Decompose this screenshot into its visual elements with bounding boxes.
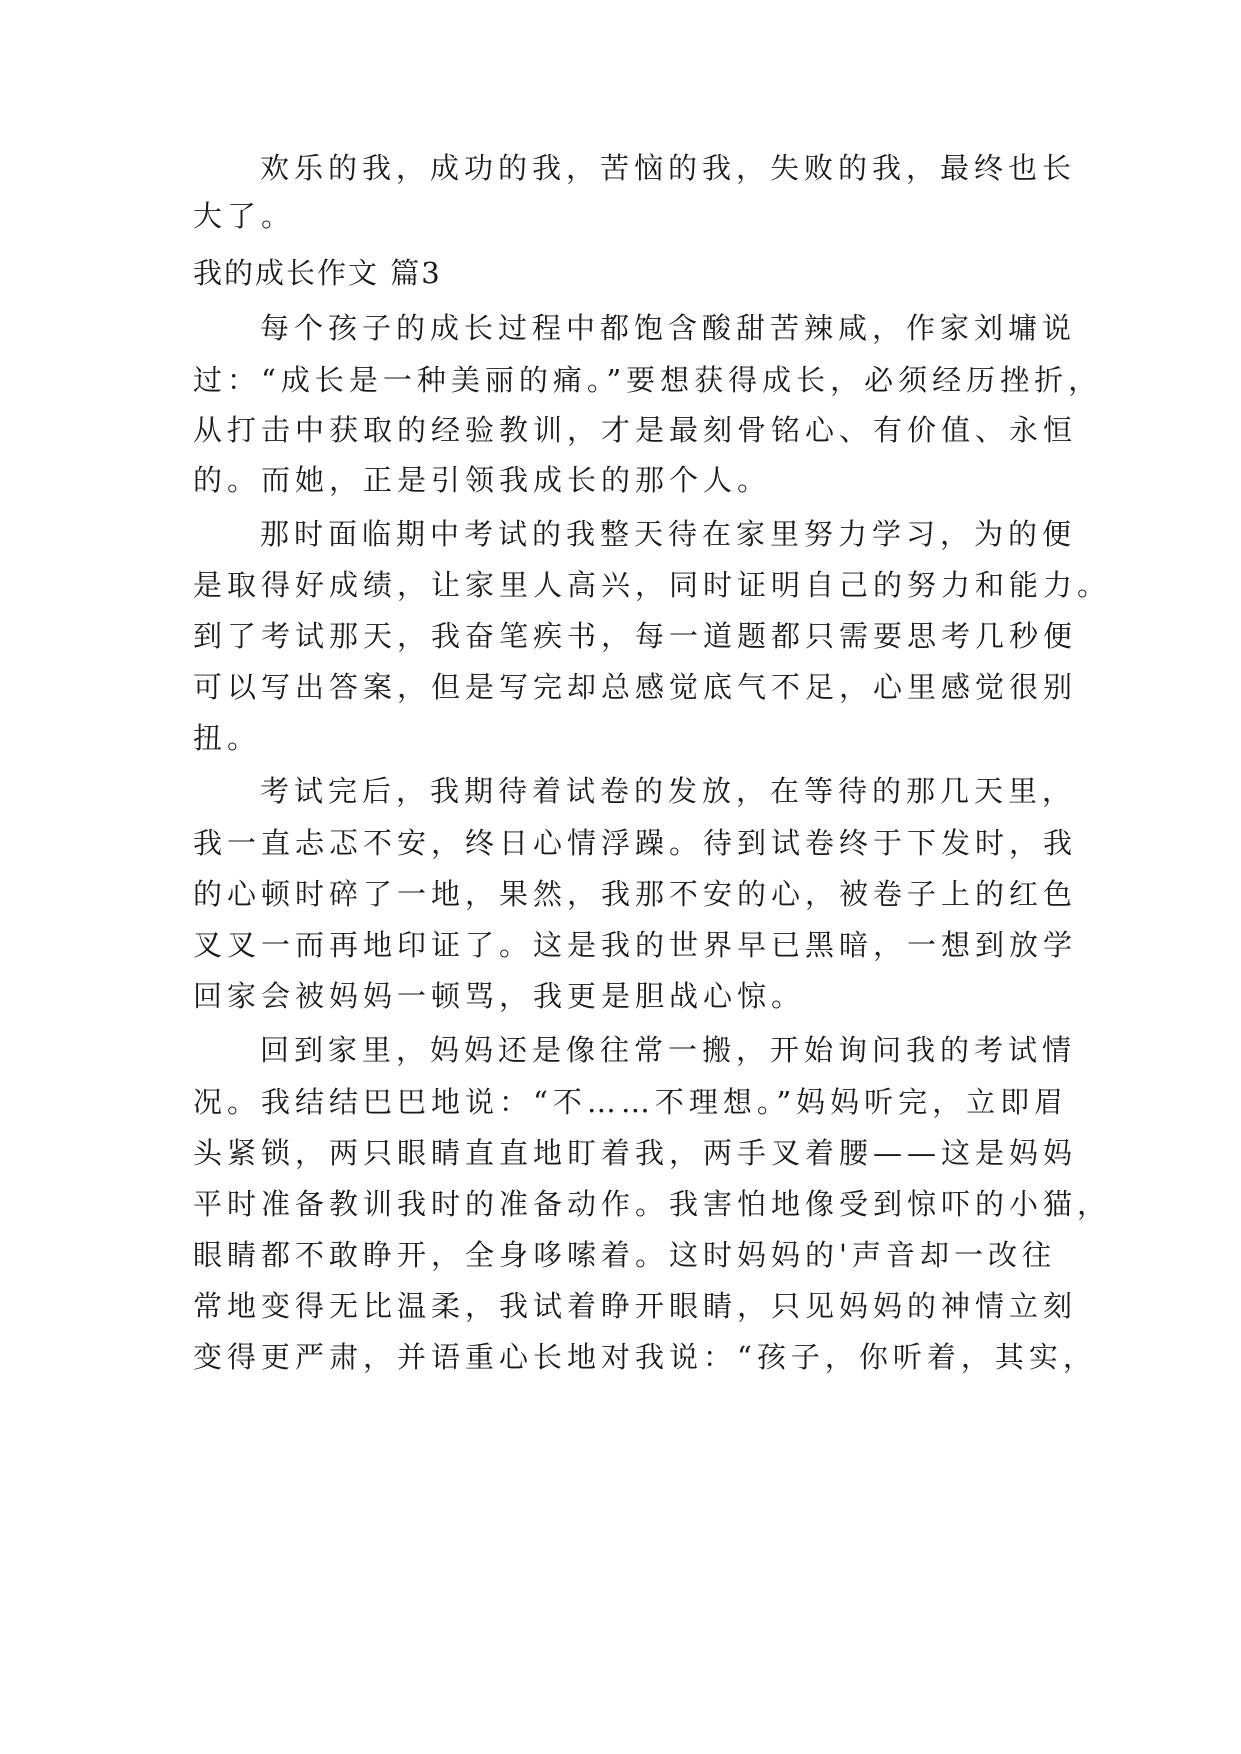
paragraph-line: 到了考试那天，我奋笔疾书，每一道题都只需要思考几秒便 (193, 619, 1078, 653)
paragraph-line: 叉叉一而再地印证了。这是我的世界早已黑暗，一想到放学 (193, 928, 1078, 962)
paragraph-line: 考试完后，我期待着试卷的发放，在等待的那几天里， (260, 774, 1077, 808)
paragraph-line: 平时准备教训我时的准备动作。我害怕地像受到惊吓的小猫， (193, 1187, 1112, 1221)
paragraph-line: 头紧锁，两只眼睛直直地盯着我，两手叉着腰——这是妈妈 (193, 1136, 1078, 1170)
paragraph-line: 的。而她，正是引领我成长的那个人。 (193, 463, 772, 497)
paragraph-line: 我一直忐忑不安，终日心情浮躁。待到试卷终于下发时，我 (193, 826, 1078, 860)
paragraph-line: 过：“成长是一种美丽的痛。”要想获得成长，必须经历挫折， (193, 363, 1103, 397)
section-heading: 我的成长作文 篇3 (193, 256, 442, 290)
paragraph-line: 扭。 (193, 721, 262, 755)
paragraph-line: 变得更严肃，并语重心长地对我说：“孩子，你听着，其实， (193, 1340, 1097, 1374)
paragraph-line: 是取得好成绩，让家里人高兴，同时证明自己的努力和能力。 (193, 568, 1112, 602)
paragraph-line: 每个孩子的成长过程中都饱含酸甜苦辣咸，作家刘墉说 (260, 311, 1077, 345)
paragraph-line: 的心顿时碎了一地，果然，我那不安的心，被卷子上的红色 (193, 877, 1078, 911)
paragraph-line: 欢乐的我，成功的我，苦恼的我，失败的我，最终也长 (260, 151, 1077, 185)
paragraph-line: 可以写出答案，但是写完却总感觉底气不足，心里感觉很别 (193, 670, 1078, 704)
paragraph-line: 况。我结结巴巴地说：“不……不理想。”妈妈听完，立即眉 (193, 1085, 1069, 1119)
paragraph-line: 从打击中获取的经验教训，才是最刻骨铭心、有价值、永恒 (193, 413, 1078, 447)
paragraph-line: 常地变得无比温柔，我试着睁开眼睛，只见妈妈的神情立刻 (193, 1289, 1078, 1323)
paragraph-line: 眼睛都不敢睁开，全身哆嗦着。这时妈妈的'声音却一改往 (193, 1238, 1056, 1272)
paragraph-line: 那时面临期中考试的我整天待在家里努力学习，为的便 (260, 517, 1077, 551)
paragraph-line: 大了。 (193, 199, 296, 233)
paragraph-line: 回家会被妈妈一顿骂，我更是胆战心惊。 (193, 979, 806, 1013)
paragraph-line: 回到家里，妈妈还是像往常一搬，开始询问我的考试情 (260, 1033, 1077, 1067)
